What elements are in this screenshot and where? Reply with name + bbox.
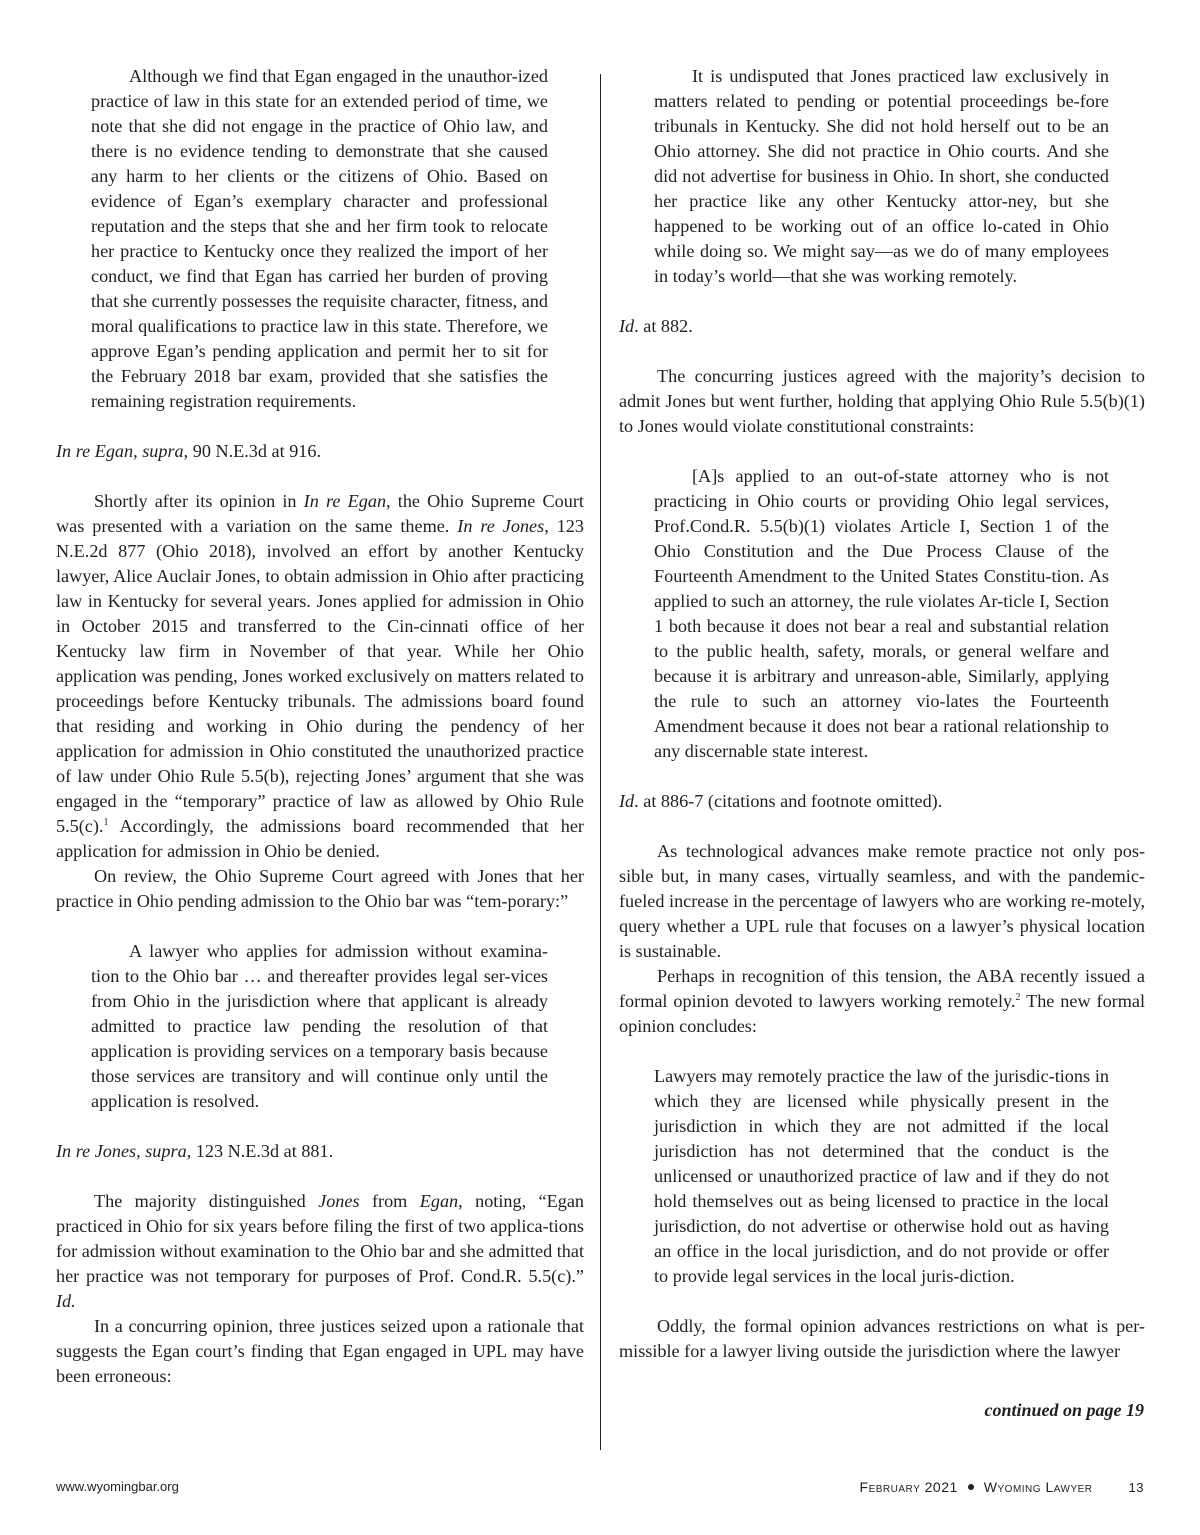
bullet-icon (968, 1484, 974, 1490)
footnote-ref-1: 1 (103, 816, 109, 828)
block-quote-jones: A lawyer who applies for admission without examina-tion to the Ohio bar … and thereafter provides legal ser-vices from Ohio in the jurisdiction where that applicant is already admitted to practice law pending the resolution of that application is providing services on a temporary basis because those services are transitory and will continue only until the application is resolved. (91, 941, 548, 1111)
paragraph-on-review: On review, the Ohio Supreme Court agreed with Jones that her practice in Ohio pending admission to the Ohio bar was “tem-porary:” (56, 866, 584, 911)
citation-jones: In re Jones, supra, 123 N.E.3d at 881. (56, 1141, 334, 1161)
footer-issue-info (860, 1479, 1144, 1495)
block-quote-egan: Although we find that Egan engaged in the unauthor-ized practice of law in this state for an extended period of time, we note that she did not engage in the practice of Ohio law, and there is no evidence tending to demonstrate that she caused any harm to her clients or the citizens of Ohio. Based on evidence of Egan’s exemplary character and professional reputation and the steps that she and her firm took to relocate her practice to Kentucky once they realized the import of her conduct, we find that Egan has carried her burden of proving that she currently possesses the requisite character, fitness, and moral qualifications to practice law in this state. Therefore, we approve Egan’s pending application and permit her to sit for the February 2018 bar exam, provided that she satisfies the remaining registration requirements. (91, 66, 548, 411)
footer-website[interactable]: www.wyomingbar.org (56, 1479, 179, 1494)
block-quote-undisputed: It is undisputed that Jones practiced law exclusively in matters related to pending or potential proceedings be-fore tribunals in Kentucky. She did not hold herself out to be an Ohio attorney. She did not practice in Ohio courts. And she did not advertise for business in Ohio. In short, she conducted her practice like any other Kentucky attor-ney, but she happened to be working out of an office lo-cated in Ohio while doing so. We might say—as we do of many employees in today’s world—that she was working remotely. (654, 66, 1109, 286)
footer-issue: February 2021 (859, 1479, 958, 1495)
paragraph-majority: The majority distinguished Jones from Egan, noting, “Egan practiced in Ohio for six years before filing the first of two applica-tions for admission without examination to the Ohio bar and she admitted that her practice was not temporary for purposes of Prof. Cond.R. 5.5(c).” Id. (56, 1191, 584, 1311)
paragraph-aba: Perhaps in recognition of this tension, the ABA recently issued a formal opinion devoted to lawyers working remotely.$^2$ The new formal opinion concludes: (619, 966, 1145, 1036)
block-quote-aba: Lawyers may remotely practice the law of the jurisdic-tions in which they are licensed while physically present in the jurisdiction in which they are not admitted if the local jurisdiction has not determined that the conduct is the unlicensed or unauthorized practice of law and if they do not hold themselves out as being licensed to practice in the local jurisdiction, do not advertise or otherwise hold out as having an office in the local jurisdiction, and do not provide or offer to provide legal services in the local juris-diction. (654, 1066, 1109, 1286)
continued-link[interactable]: continued on page 19 (984, 1400, 1144, 1420)
column-divider (600, 74, 601, 1450)
citation-id-882: Id. at 882. (619, 316, 693, 336)
page-number: 13 (1128, 1479, 1144, 1495)
paragraph-concurring-justices: The concurring justices agreed with the majority’s decision to admit Jones but went further, holding that applying Ohio Rule 5.5(b)(1) to Jones would violate constitutional constraints: (619, 366, 1145, 436)
paragraph-in-re-jones: Shortly after its opinion in In re Egan, the Ohio Supreme Court was presented with a variation on the same theme. In re Jones, 123 N.E.2d 877 (Ohio 2018), involved an effort by another Kentucky lawyer, Alice Auclair Jones, to obtain admission in Ohio after practicing law in Kentucky for several years. Jones applied for admission in Ohio in October 2015 and transferred to the Cin-cinnati office of her Kentucky law firm in November of that year. While her Ohio application was pending, Jones worked exclusively on matters related to proceedings before Kentucky tribunals. The admissions board found that residing and working in Ohio during the pendency of her application for admission in Ohio constituted the unauthorized practice of law under Ohio Rule 5.5(b), rejecting Jones’ argument that she was engaged in the “temporary” practice of law as allowed by Ohio Rule 5.5(c).$^1$ Accordingly, the admissions board recommended that her application for admission in Ohio be denied. (56, 491, 584, 861)
footnote-ref-2: 2 (1015, 991, 1021, 1003)
block-quote-constitution: [A]s applied to an out-of-state attorney who is not practicing in Ohio courts or providing Ohio legal services, Prof.Cond.R. 5.5(b)(1) violates Article I, Section 1 of the Ohio Constitution and the Due Process Clause of the Fourteenth Amendment to the United States Constitu-tion. As applied to such an attorney, the rule violates Ar-ticle I, Section 1 both because it does not bear a real and substantial relation to the public health, safety, morals, or general welfare and because it is arbitrary and unreason-able, Similarly, applying the rule to such an attorney vio-lates the Fourteenth Amendment because it does not bear a rational relationship to any discernable state interest. (654, 466, 1109, 761)
paragraph-concurring: In a concurring opinion, three justices seized upon a rationale that suggests the Egan court’s finding that Egan engaged in UPL may have been erroneous: (56, 1316, 584, 1386)
right-column (619, 64, 1145, 1364)
footer-publication: Wyoming Lawyer (983, 1479, 1093, 1495)
citation-id-886: Id. at 886-7 (citations and footnote omitted). (619, 791, 943, 811)
citation-egan: In re Egan, supra, 90 N.E.3d at 916. (56, 441, 322, 461)
paragraph-technological: As technological advances make remote practice not only pos-sible but, in many cases, virtually seamless, and with the pandemic-fueled increase in the percentage of lawyers who are working re-motely, query whether a UPL rule that focuses on a lawyer’s physical location is sustainable. (619, 841, 1145, 961)
paragraph-oddly: Oddly, the formal opinion advances restrictions on what is per-missible for a lawyer living outside the jurisdiction where the lawyer (619, 1316, 1145, 1361)
left-column (56, 64, 584, 1389)
